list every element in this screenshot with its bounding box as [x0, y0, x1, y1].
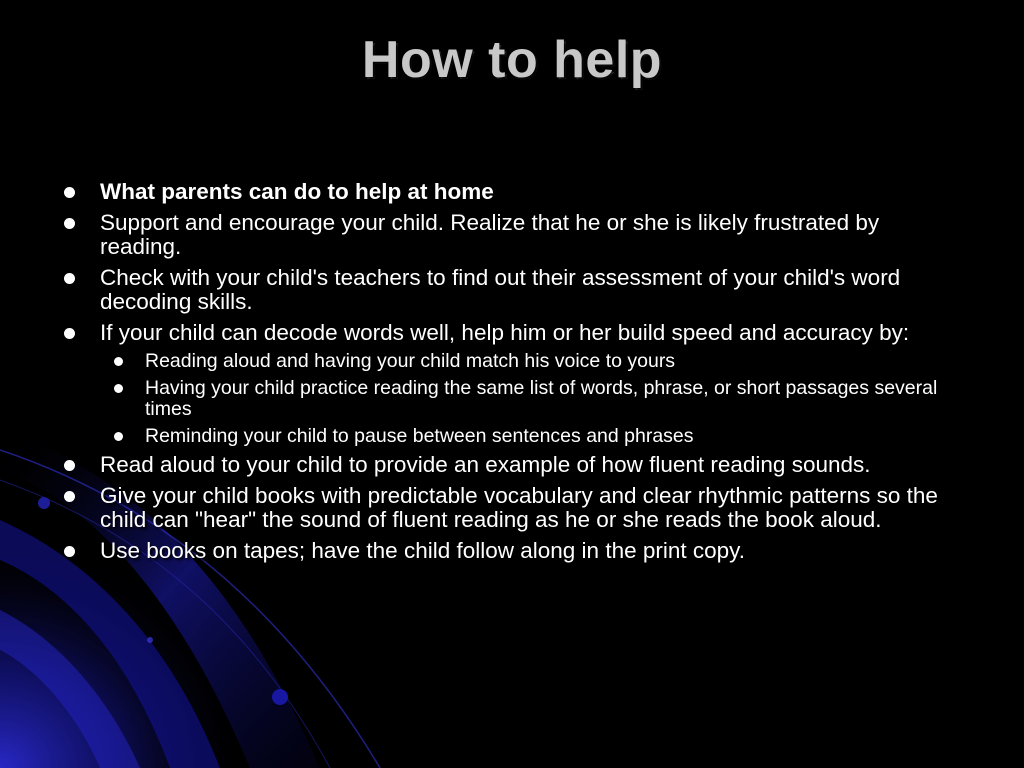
sub-bullet-dot-icon: [114, 384, 123, 393]
bullet-item: [62, 539, 962, 564]
bullet-dot-icon: [64, 491, 75, 502]
sub-bullet-text: Reminding your child to pause between sentences and phrases: [145, 425, 694, 447]
bullet-dot-icon: [64, 460, 75, 471]
bullet-list: [62, 180, 962, 563]
sub-bullet-item: [100, 351, 962, 372]
bullet-text: Give your child books with predictable vocabulary and clear rhythmic patterns so the child can "hear" the sound of fluent reading as he or she reads the book aloud.: [100, 482, 938, 532]
bullet-dot-icon: [64, 187, 75, 198]
bullet-item: [62, 453, 962, 478]
bullet-text: If your child can decode words well, help him or her build speed and accuracy by:: [100, 319, 910, 345]
sub-bullet-text: Having your child practice reading the same list of words, phrase, or short passages several times: [145, 377, 938, 420]
slide-content: [62, 180, 962, 569]
sub-bullet-item: [100, 378, 962, 420]
bullet-dot-icon: [64, 218, 75, 229]
bullet-dot-icon: [64, 546, 75, 557]
slide-title: How to help: [361, 31, 663, 89]
bullet-item: [62, 484, 962, 533]
bullet-dot-icon: [64, 328, 75, 339]
bullet-item: [62, 266, 962, 315]
bullet-item: [62, 321, 962, 448]
bullet-item: [62, 211, 962, 260]
sub-bullet-list: [100, 351, 962, 447]
sub-bullet-wrap: [62, 351, 962, 447]
sub-bullet-dot-icon: [114, 357, 123, 366]
sub-bullet-item: [100, 426, 962, 447]
sub-bullet-text: Reading aloud and having your child match his voice to yours: [145, 350, 676, 372]
sub-bullet-dot-icon: [114, 432, 123, 441]
bullet-text: What parents can do to help at home: [100, 179, 494, 204]
bullet-text: Check with your child's teachers to find out their assessment of your child's word decoding skills.: [100, 264, 901, 314]
bullet-item: [62, 180, 962, 205]
bullet-text: Read aloud to your child to provide an example of how fluent reading sounds.: [100, 452, 871, 477]
bullet-text: Use books on tapes; have the child follow along in the print copy.: [100, 537, 745, 563]
bullet-dot-icon: [64, 273, 75, 284]
bullet-text: Support and encourage your child. Realize that he or she is likely frustrated by reading.: [100, 209, 880, 259]
